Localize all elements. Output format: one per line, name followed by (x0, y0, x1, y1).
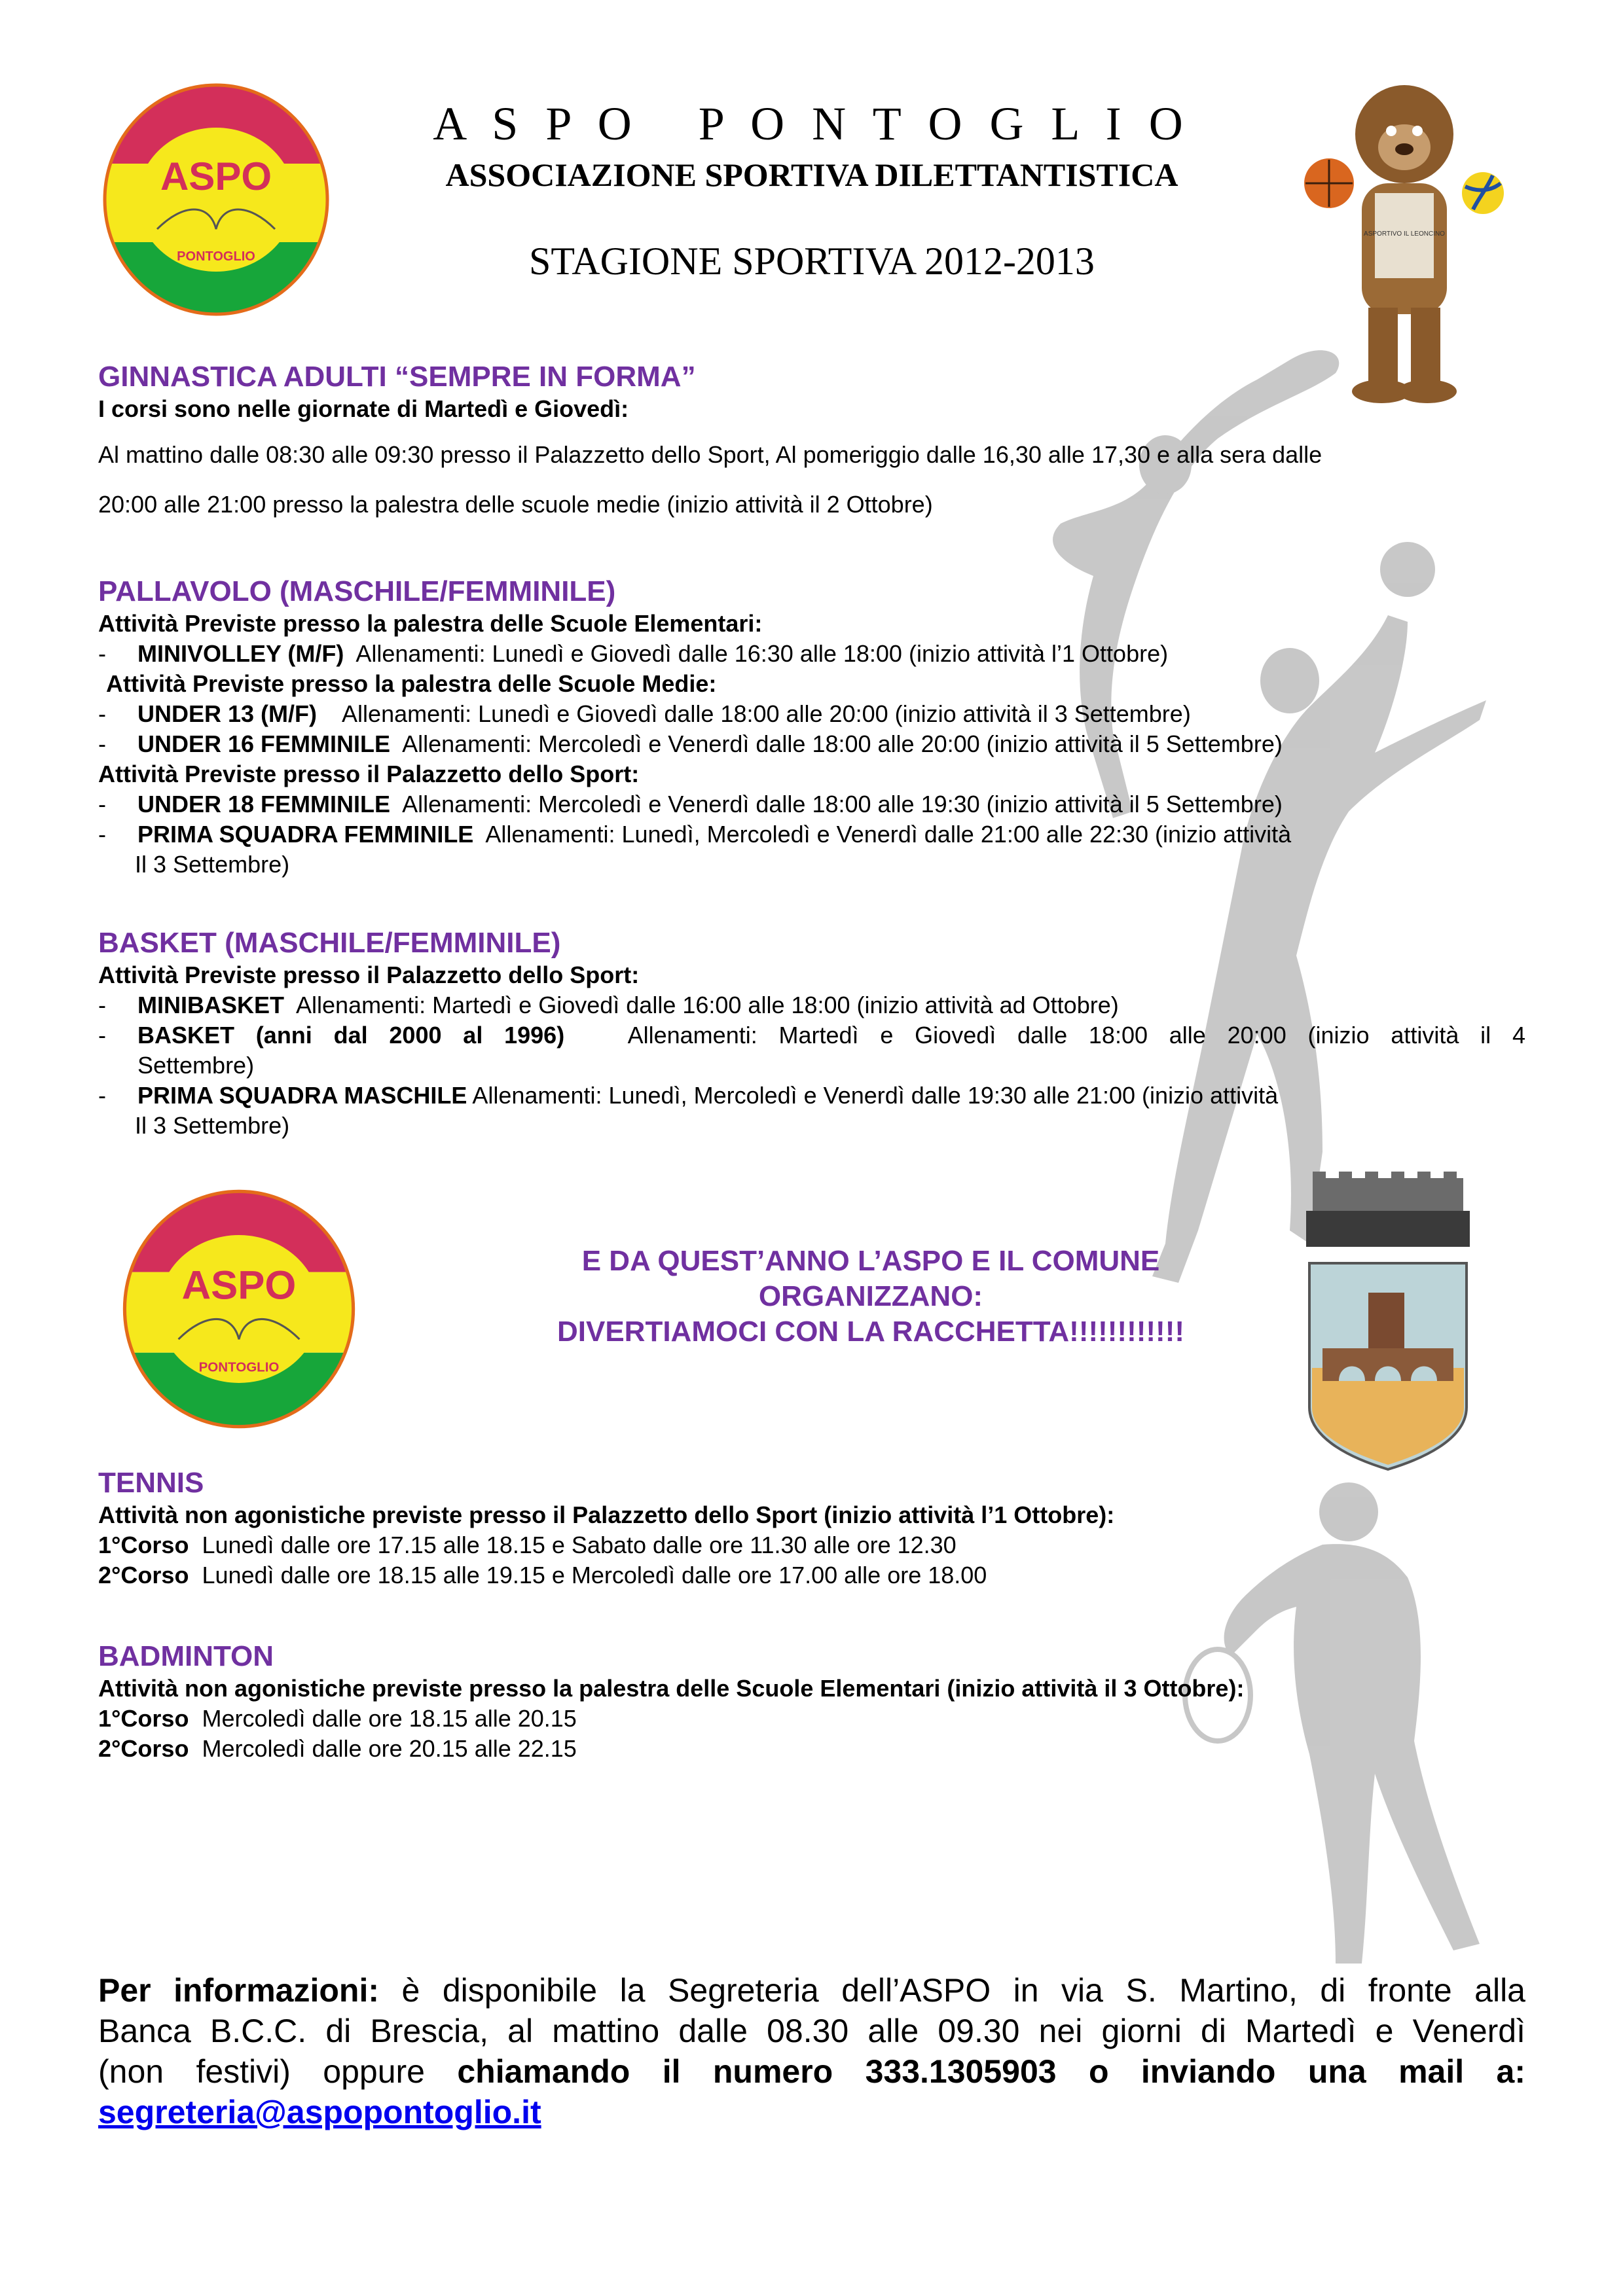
dash: - (98, 821, 106, 848)
badminton-course-2-text: Mercoledì dalle ore 20.15 alle 22.15 (202, 1735, 577, 1762)
announcement-line1: E DA QUEST’ANNO L’ASPO E IL COMUNE (581, 1245, 1160, 1277)
section-pallavolo (98, 575, 1525, 880)
tennis-course-1-label: 1°Corso (98, 1532, 189, 1558)
under18-text: Allenamenti: Mercoledì e Venerdì dalle 18:00 alle 19:30 (inizio attività il 5 Settembre) (402, 791, 1283, 817)
under16-name: UNDER 16 FEMMINILE (137, 730, 391, 757)
info-text1: è disponibile la Segreteria dell’ASPO in via S. Martino, di fronte alla (401, 1972, 1525, 2009)
comune-coat-of-arms (1303, 1172, 1473, 1473)
basket-name: BASKET (anni dal 2000 al 1996) (137, 1022, 565, 1049)
prima-maschile-text: Allenamenti: Lunedì, Mercoledì e Venerdì dalle 19:30 alle 21:00 (inizio attività (472, 1082, 1279, 1109)
badminton-title: BADMINTON (98, 1640, 274, 1672)
dash: - (98, 1082, 106, 1109)
badminton-course-2-label: 2°Corso (98, 1735, 189, 1762)
prima-maschile-text2: Il 3 Settembre) (135, 1112, 290, 1139)
info-line3 (98, 2051, 1525, 2092)
under13-item (98, 699, 1525, 729)
tennis-course-2-label: 2°Corso (98, 1562, 189, 1588)
pallavolo-venue-palazzetto: Attività Previste presso il Palazzetto dello Sport: (98, 761, 640, 787)
minibasket-item (98, 990, 1525, 1020)
ginnastica-title: GINNASTICA ADULTI “SEMPRE IN FORMA” (98, 361, 696, 393)
pallavolo-venue-medie: Attività Previste presso la palestra delle Scuole Medie: (106, 670, 717, 697)
under16-item (98, 729, 1525, 759)
under18-item (98, 789, 1525, 819)
dash: - (98, 730, 106, 757)
minibasket-name: MINIBASKET (137, 992, 284, 1018)
logo2-text-top: ASPO (181, 1263, 297, 1308)
club-title: A S P O P O N T O G L I O (433, 98, 1191, 150)
badminton-venue: Attività non agonistiche previste presso la palestra delle Scuole Elementari (inizio attività il 3 Ottobre): (98, 1675, 1245, 1702)
announcement-line2: ORGANIZZANO: (758, 1280, 983, 1312)
dash: - (98, 640, 106, 667)
season-title: STAGIONE SPORTIVA 2012-2013 (529, 240, 1095, 283)
logo-text-top: ASPO (160, 154, 272, 198)
minivolley-item (98, 639, 1525, 669)
prima-squadra-femminile-item (98, 819, 1525, 850)
dash: - (98, 791, 106, 817)
tennis-course-2-text: Lunedì dalle ore 18.15 alle 19.15 e Mercoledì dalle ore 17.00 alle ore 18.00 (202, 1562, 987, 1588)
dash: - (98, 992, 106, 1018)
aspo-logo (98, 79, 334, 321)
dash: - (98, 1022, 106, 1049)
aspo-logo-second (118, 1185, 360, 1433)
under18-name: UNDER 18 FEMMINILE (137, 791, 391, 817)
minivolley-name: MINIVOLLEY (M/F) (137, 640, 344, 667)
prima-femminile-text: Allenamenti: Lunedì, Mercoledì e Venerdì dalle 21:00 alle 22:30 (inizio attività (485, 821, 1292, 848)
badminton-course-1-label: 1°Corso (98, 1705, 189, 1732)
dash: - (98, 700, 106, 727)
minibasket-text: Allenamenti: Martedì e Giovedì dalle 16:00 alle 18:00 (inizio attività ad Ottobre) (296, 992, 1119, 1018)
ginnastica-line1: Al mattino dalle 08:30 alle 09:30 presso il Palazzetto dello Sport, Al pomeriggio dalle 16,30 alle 17,30 e alla sera dalle (98, 441, 1322, 468)
lion-mascot (1296, 79, 1512, 406)
announcement-line3: DIVERTIAMOCI CON LA RACCHETTA!!!!!!!!!!!! (556, 1316, 1184, 1348)
prima-femminile-name: PRIMA SQUADRA FEMMINILE (137, 821, 474, 848)
tennis-course-1 (98, 1530, 1525, 1560)
minivolley-text: Allenamenti: Lunedì e Giovedì dalle 16:30 alle 18:00 (inizio attività l’1 Ottobre) (356, 640, 1169, 667)
section-badminton (98, 1640, 1525, 1764)
basket-venue: Attività Previste presso il Palazzetto dello Sport: (98, 961, 640, 988)
mascot-shirt-text: ASPORTIVO IL LEONCINO (1364, 230, 1445, 238)
under13-name: UNDER 13 (M/F) (137, 700, 318, 727)
prima-squadra-maschile-item (98, 1081, 1525, 1111)
basket-text2: Settembre) (137, 1052, 255, 1079)
logo-text-bottom: PONTOGLIO (177, 249, 255, 264)
info-line2: Banca B.C.C. di Brescia, al mattino dalle 08.30 alle 09.30 nei giorni di Martedì e Venerdì (98, 2013, 1525, 2049)
info-text3a: (non festivi) oppure (98, 2053, 425, 2090)
tennis-course-1-text: Lunedì dalle ore 17.15 alle 18.15 e Sabato dalle ore 11.30 alle ore 12.30 (202, 1532, 957, 1558)
tennis-venue: Attività non agonistiche previste presso il Palazzetto dello Sport (inizio attività l’1 Ottobre): (98, 1501, 1115, 1528)
info-block (98, 1970, 1525, 2132)
prima-maschile-name: PRIMA SQUADRA MASCHILE (137, 1082, 467, 1109)
info-text3b: chiamando il numero 333.1305903 o inviando una mail a: (457, 2053, 1525, 2090)
info-label: Per informazioni: (98, 1972, 379, 2009)
badminton-course-2 (98, 1734, 1525, 1764)
prima-femminile-text2: Il 3 Settembre) (135, 851, 290, 878)
pallavolo-venue-elementari: Attività Previste presso la palestra delle Scuole Elementari: (98, 610, 763, 637)
announcement (380, 1244, 1362, 1350)
tennis-title: TENNIS (98, 1467, 204, 1499)
section-ginnastica (98, 360, 1525, 520)
basket-text: Allenamenti: Martedì e Giovedì dalle 18:00 alle 20:00 (inizio attività il 4 (627, 1022, 1525, 1049)
under13-text: Allenamenti: Lunedì e Giovedì dalle 18:00 alle 20:00 (inizio attività il 3 Settembre) (342, 700, 1191, 727)
info-line1 (98, 1970, 1525, 2011)
pallavolo-title: PALLAVOLO (MASCHILE/FEMMINILE) (98, 575, 616, 607)
basket-title: BASKET (MASCHILE/FEMMINILE) (98, 927, 561, 959)
badminton-course-1-text: Mercoledì dalle ore 18.15 alle 20.15 (202, 1705, 577, 1732)
basket-item (98, 1020, 1525, 1050)
email-link[interactable]: segreteria@aspopontoglio.it (98, 2094, 541, 2130)
section-tennis (98, 1466, 1525, 1590)
ginnastica-line2: 20:00 alle 21:00 presso la palestra delle scuole medie (inizio attività il 2 Ottobre) (98, 491, 933, 518)
ginnastica-intro: I corsi sono nelle giornate di Martedì e Giovedì: (98, 395, 629, 422)
under16-text: Allenamenti: Mercoledì e Venerdì dalle 18:00 alle 20:00 (inizio attività il 5 Settembre) (402, 730, 1283, 757)
badminton-course-1 (98, 1704, 1525, 1734)
tennis-course-2 (98, 1560, 1525, 1590)
section-basket (98, 926, 1525, 1141)
club-subtitle: ASSOCIAZIONE SPORTIVA DILETTANTISTICA (445, 156, 1178, 193)
logo2-text-bottom: PONTOGLIO (198, 1359, 280, 1375)
